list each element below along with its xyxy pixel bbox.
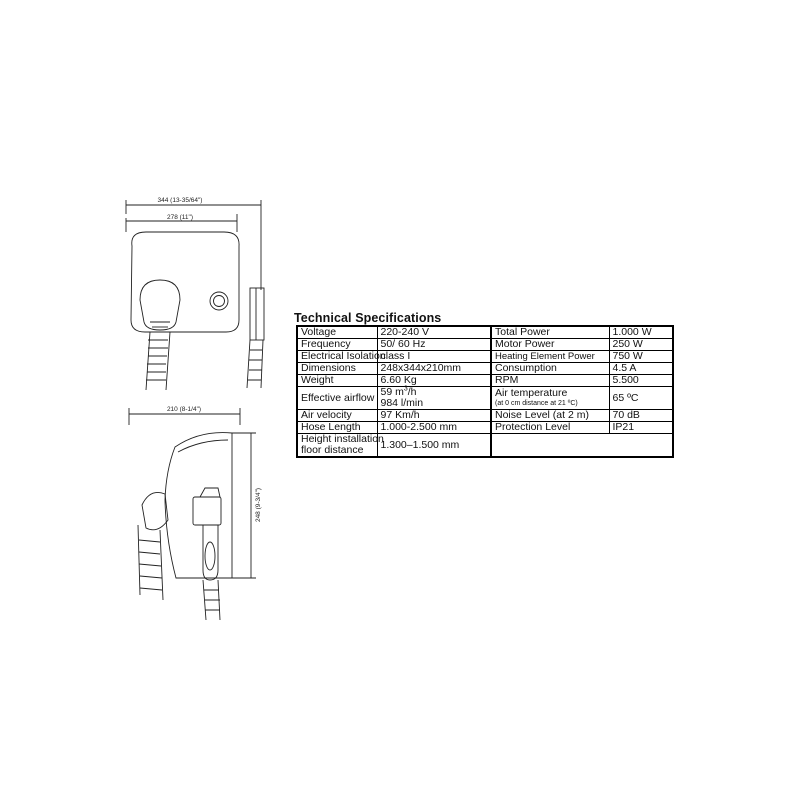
airflow-m3h: 59 m bbox=[380, 386, 404, 398]
spec-value: 1.000-2.500 mm bbox=[377, 422, 491, 434]
spec-label: Motor Power bbox=[491, 339, 609, 351]
spec-label: Noise Level (at 2 m) bbox=[491, 410, 609, 422]
spec-value: IP21 bbox=[609, 422, 673, 434]
spec-value: 97 Km/h bbox=[377, 410, 491, 422]
side-height-dim: 248 (9-3/4") bbox=[255, 487, 262, 523]
spec-label: Consumption bbox=[491, 363, 609, 375]
spec-value: 50/ 60 Hz bbox=[377, 339, 491, 351]
spec-label: Weight bbox=[297, 375, 377, 387]
spec-label: Voltage bbox=[297, 326, 377, 339]
spec-label: Protection Level bbox=[491, 422, 609, 434]
airflow-sup: 3 bbox=[403, 385, 408, 393]
spec-label: Hose Length bbox=[297, 422, 377, 434]
airflow-lmin: 984 l/min bbox=[380, 397, 424, 409]
spec-label bbox=[297, 433, 384, 458]
spec-label: Dimensions bbox=[297, 363, 377, 375]
height-install-label-2: floor distance bbox=[301, 444, 364, 456]
spec-value: 750 W bbox=[609, 351, 673, 363]
spec-value: 5.500 bbox=[609, 375, 673, 387]
front-view-drawing bbox=[126, 200, 264, 390]
air-temp-note: (at 0 cm distance at 21 ºC) bbox=[495, 400, 578, 407]
table-row bbox=[297, 363, 673, 375]
specs-table bbox=[296, 325, 674, 458]
spec-value: 4.5 A bbox=[609, 363, 673, 375]
spec-label: Effective airflow bbox=[297, 387, 377, 410]
spec-value bbox=[377, 387, 491, 410]
front-overall-width-dim: 344 (13-35/64") bbox=[157, 197, 203, 204]
table-row bbox=[297, 387, 673, 410]
spec-value: class I bbox=[377, 351, 491, 363]
airflow-unit: /h bbox=[407, 386, 417, 398]
spec-label: Heating Element Power bbox=[491, 351, 609, 363]
table-row bbox=[297, 339, 673, 351]
spec-label: Total Power bbox=[491, 326, 609, 339]
spec-value: 70 dB bbox=[609, 410, 673, 422]
spec-label bbox=[491, 434, 609, 458]
table-row bbox=[297, 434, 673, 458]
spec-value: 1.300–1.500 mm bbox=[377, 434, 491, 458]
spec-value: 248x344x210mm bbox=[377, 363, 491, 375]
spec-value: 1.000 W bbox=[609, 326, 673, 339]
side-depth-dim: 210 (8-1/4") bbox=[166, 406, 202, 413]
table-row bbox=[297, 410, 673, 422]
air-temp-label: Air temperature bbox=[495, 387, 568, 399]
spec-value: 6.60 Kg bbox=[377, 375, 491, 387]
spec-label: RPM bbox=[491, 375, 609, 387]
spec-label: Air velocity bbox=[297, 410, 377, 422]
table-row bbox=[297, 326, 673, 339]
spec-value: 220-240 V bbox=[377, 326, 491, 339]
spec-value: 65 ºC bbox=[609, 387, 673, 410]
height-install-label-1: Height installation bbox=[301, 433, 384, 445]
spec-label: Frequency bbox=[297, 339, 377, 351]
front-body-width-dim: 278 (11") bbox=[166, 214, 194, 221]
table-row bbox=[297, 351, 673, 363]
spec-value: 250 W bbox=[609, 339, 673, 351]
spec-label: Electrical Isolation bbox=[297, 351, 377, 363]
specs-title: Technical Specifications bbox=[294, 311, 442, 325]
table-row bbox=[297, 422, 673, 434]
side-view-drawing bbox=[129, 408, 256, 620]
table-row bbox=[297, 375, 673, 387]
spec-label bbox=[491, 387, 609, 410]
spec-value bbox=[609, 434, 673, 458]
